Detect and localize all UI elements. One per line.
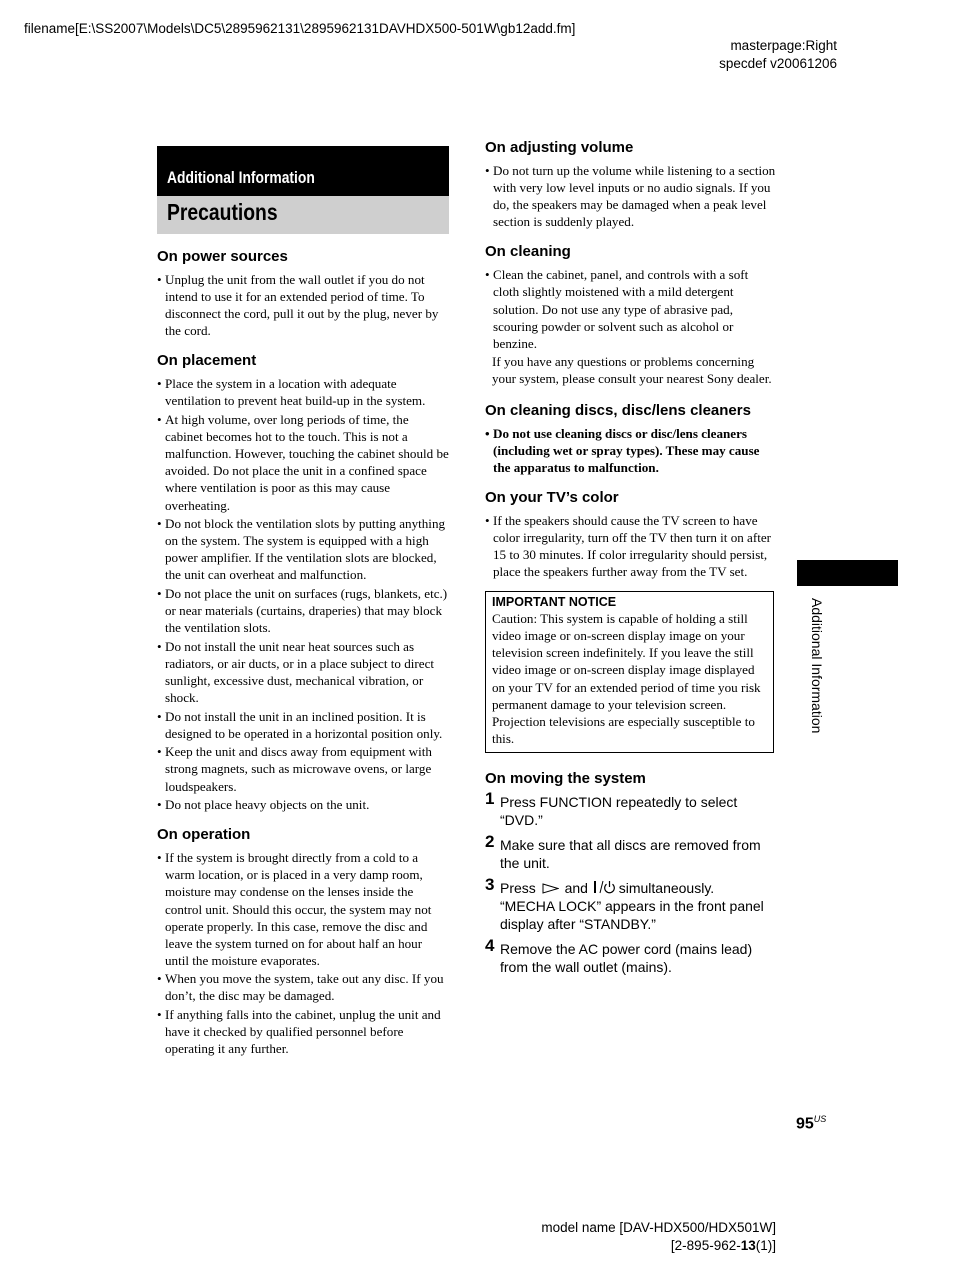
list-power-sources	[157, 271, 449, 339]
masterpage-label: masterpage:Right	[730, 38, 837, 53]
side-label	[795, 598, 835, 768]
page-number-suffix: US	[813, 1114, 827, 1124]
step-number: 4	[485, 935, 495, 955]
list-item: • If anything falls into the cabinet, unplug the unit and have it checked by qualified personnel before operating it any further.	[157, 1006, 449, 1057]
list-item: • Do not place heavy objects on the unit.	[157, 796, 449, 813]
step-text: Make sure that all discs are removed from the unit.	[500, 836, 761, 871]
steps-moving-system	[485, 788, 777, 976]
page-title-text: Precautions	[167, 199, 278, 225]
list-item: • Do not install the unit in an inclined position. It is designed to be operated in a horizontal position only.	[157, 708, 449, 742]
meta-masterpage	[719, 37, 837, 73]
list-cleaning	[485, 266, 777, 351]
page-number	[796, 1114, 826, 1133]
side-label-text: Additional Information	[809, 598, 825, 734]
model-name: model name [DAV-HDX500/HDX501W]	[541, 1220, 776, 1235]
list-item: • Do not use cleaning discs or disc/lens cleaners (including wet or spray types). These may cause the apparatus to malfunction.	[485, 425, 777, 476]
step-item	[485, 831, 777, 872]
part-code	[541, 1237, 776, 1255]
list-item: • Do not place the unit on surfaces (rugs, blankets, etc.) or near materials (curtains, draperies) that may block the ventilation slots.	[157, 585, 449, 636]
list-item: • At high volume, over long periods of time, the cabinet becomes hot to the touch. This is not a malfunction. However, touching the cabinet should be avoided. Do not place the unit in a confined space where ventilation is poor as this may cause overheating.	[157, 411, 449, 514]
step-number: 2	[485, 831, 495, 851]
power-standby-icon	[593, 880, 615, 894]
list-cleaning-discs	[485, 425, 777, 476]
list-item: • Keep the unit and discs away from equipment with strong magnets, such as microwave ovens, or large loudspeakers.	[157, 743, 449, 794]
part-code-prefix: [2-895-962-	[670, 1238, 741, 1253]
part-code-bold: 13	[740, 1238, 756, 1253]
list-item: • If the system is brought directly from a cold to a warm location, or is placed in a very damp room, moisture may condense on the lenses inside the control unit. Should this occur, the system may not operate properly. In this case, remove the disc and leave the system turned on for about half an hour until the moisture evaporates.	[157, 849, 449, 969]
heading-operation: On operation	[157, 826, 251, 844]
step-item	[485, 788, 777, 829]
list-operation	[157, 849, 449, 1057]
step-text-d: “MECHA LOCK” appears in the front panel display after “STANDBY.”	[500, 897, 764, 932]
heading-moving-system: On moving the system	[485, 769, 646, 787]
list-item: • When you move the system, take out any disc. If you don’t, the disc may be damaged.	[157, 970, 449, 1004]
list-placement	[157, 375, 449, 813]
heading-cleaning-discs: On cleaning discs, disc/lens cleaners	[485, 401, 751, 419]
important-notice-box	[485, 591, 774, 753]
list-item: • Do not block the ventilation slots by putting anything on the system. The system is equipped with a high power amplifier. If the ventilation slots are blocked, the unit can overheat and malfunction.	[157, 515, 449, 583]
section-header	[157, 146, 449, 234]
heading-tv-color: On your TV’s color	[485, 488, 619, 506]
meta-filename: filename[E:\SS2007\Models\DC5\2895962131\2895962131DAVHDX500-501W\gb12add.fm]	[24, 21, 576, 36]
step-text-a: Press	[500, 879, 536, 896]
heading-adjusting-volume: On adjusting volume	[485, 139, 634, 156]
notice-title: IMPORTANT NOTICE	[492, 595, 617, 610]
part-code-suffix: (1)]	[755, 1238, 776, 1253]
list-item: • Place the system in a location with adequate ventilation to prevent heat build-up in the system.	[157, 375, 449, 409]
heading-power-sources: On power sources	[157, 248, 288, 265]
right-column	[485, 137, 777, 983]
section-band-text: Additional Information	[167, 169, 315, 187]
list-item: • Do not turn up the volume while listening to a section with very low level inputs or no audio signals. If you do, the speakers may be damaged when a peak level section is suddenly played.	[485, 162, 777, 230]
list-item: • Clean the cabinet, panel, and controls with a soft cloth slightly moistened with a mild detergent solution. Do not use any type of abrasive pad, scouring powder or solvent such as alcohol or benzine.	[485, 266, 777, 351]
list-tv-color	[485, 512, 777, 580]
list-item: • Do not install the unit near heat sources such as radiators, or air ducts, or in a place subject to direct sunlight, excessive dust, mechanical vibration, or shock.	[157, 638, 449, 706]
left-column	[157, 246, 449, 1068]
heading-cleaning: On cleaning	[485, 243, 571, 261]
step-text-c: simultaneously.	[618, 879, 715, 896]
notice-text: Caution: This system is capable of holding a still video image or on-screen display image on your television screen indefinitely. If you leave the still video image or on-screen display image displayed on your TV for an extended period of time you risk permanent damage to your television screen. Projection televisions are especially susceptible to this.	[492, 611, 761, 746]
step-number: 3	[485, 874, 495, 894]
step-text-b: and	[564, 879, 588, 896]
list-item: • If the speakers should cause the TV screen to have color irregularity, turn off the TV then turn it on after 15 to 30 minutes. If color irregularity should persist, place the speakers further away from the TV set.	[485, 512, 777, 580]
list-adjusting-volume	[485, 162, 777, 230]
step-text: Remove the AC power cord (mains lead) from the wall outlet (mains).	[500, 940, 753, 975]
step-item	[485, 874, 777, 933]
page-title	[157, 196, 449, 234]
step-item	[485, 935, 777, 976]
cleaning-note: If you have any questions or problems concerning your system, please consult your nearest Sony dealer.	[492, 354, 772, 387]
play-triangle-icon	[542, 883, 559, 894]
section-band	[157, 146, 449, 196]
specdef-label: specdef v20061206	[719, 56, 837, 71]
step-number: 1	[485, 788, 495, 808]
side-tab-marker	[797, 560, 898, 586]
list-item: • Unplug the unit from the wall outlet if you do not intend to use it for an extended period of time. To disconnect the cord, pull it out by the plug, never by the cord.	[157, 271, 449, 339]
step-text: Press FUNCTION repeatedly to select “DVD.”	[500, 793, 738, 828]
page-number-value: 95	[796, 1115, 814, 1133]
heading-placement: On placement	[157, 352, 257, 370]
meta-model	[541, 1219, 776, 1255]
